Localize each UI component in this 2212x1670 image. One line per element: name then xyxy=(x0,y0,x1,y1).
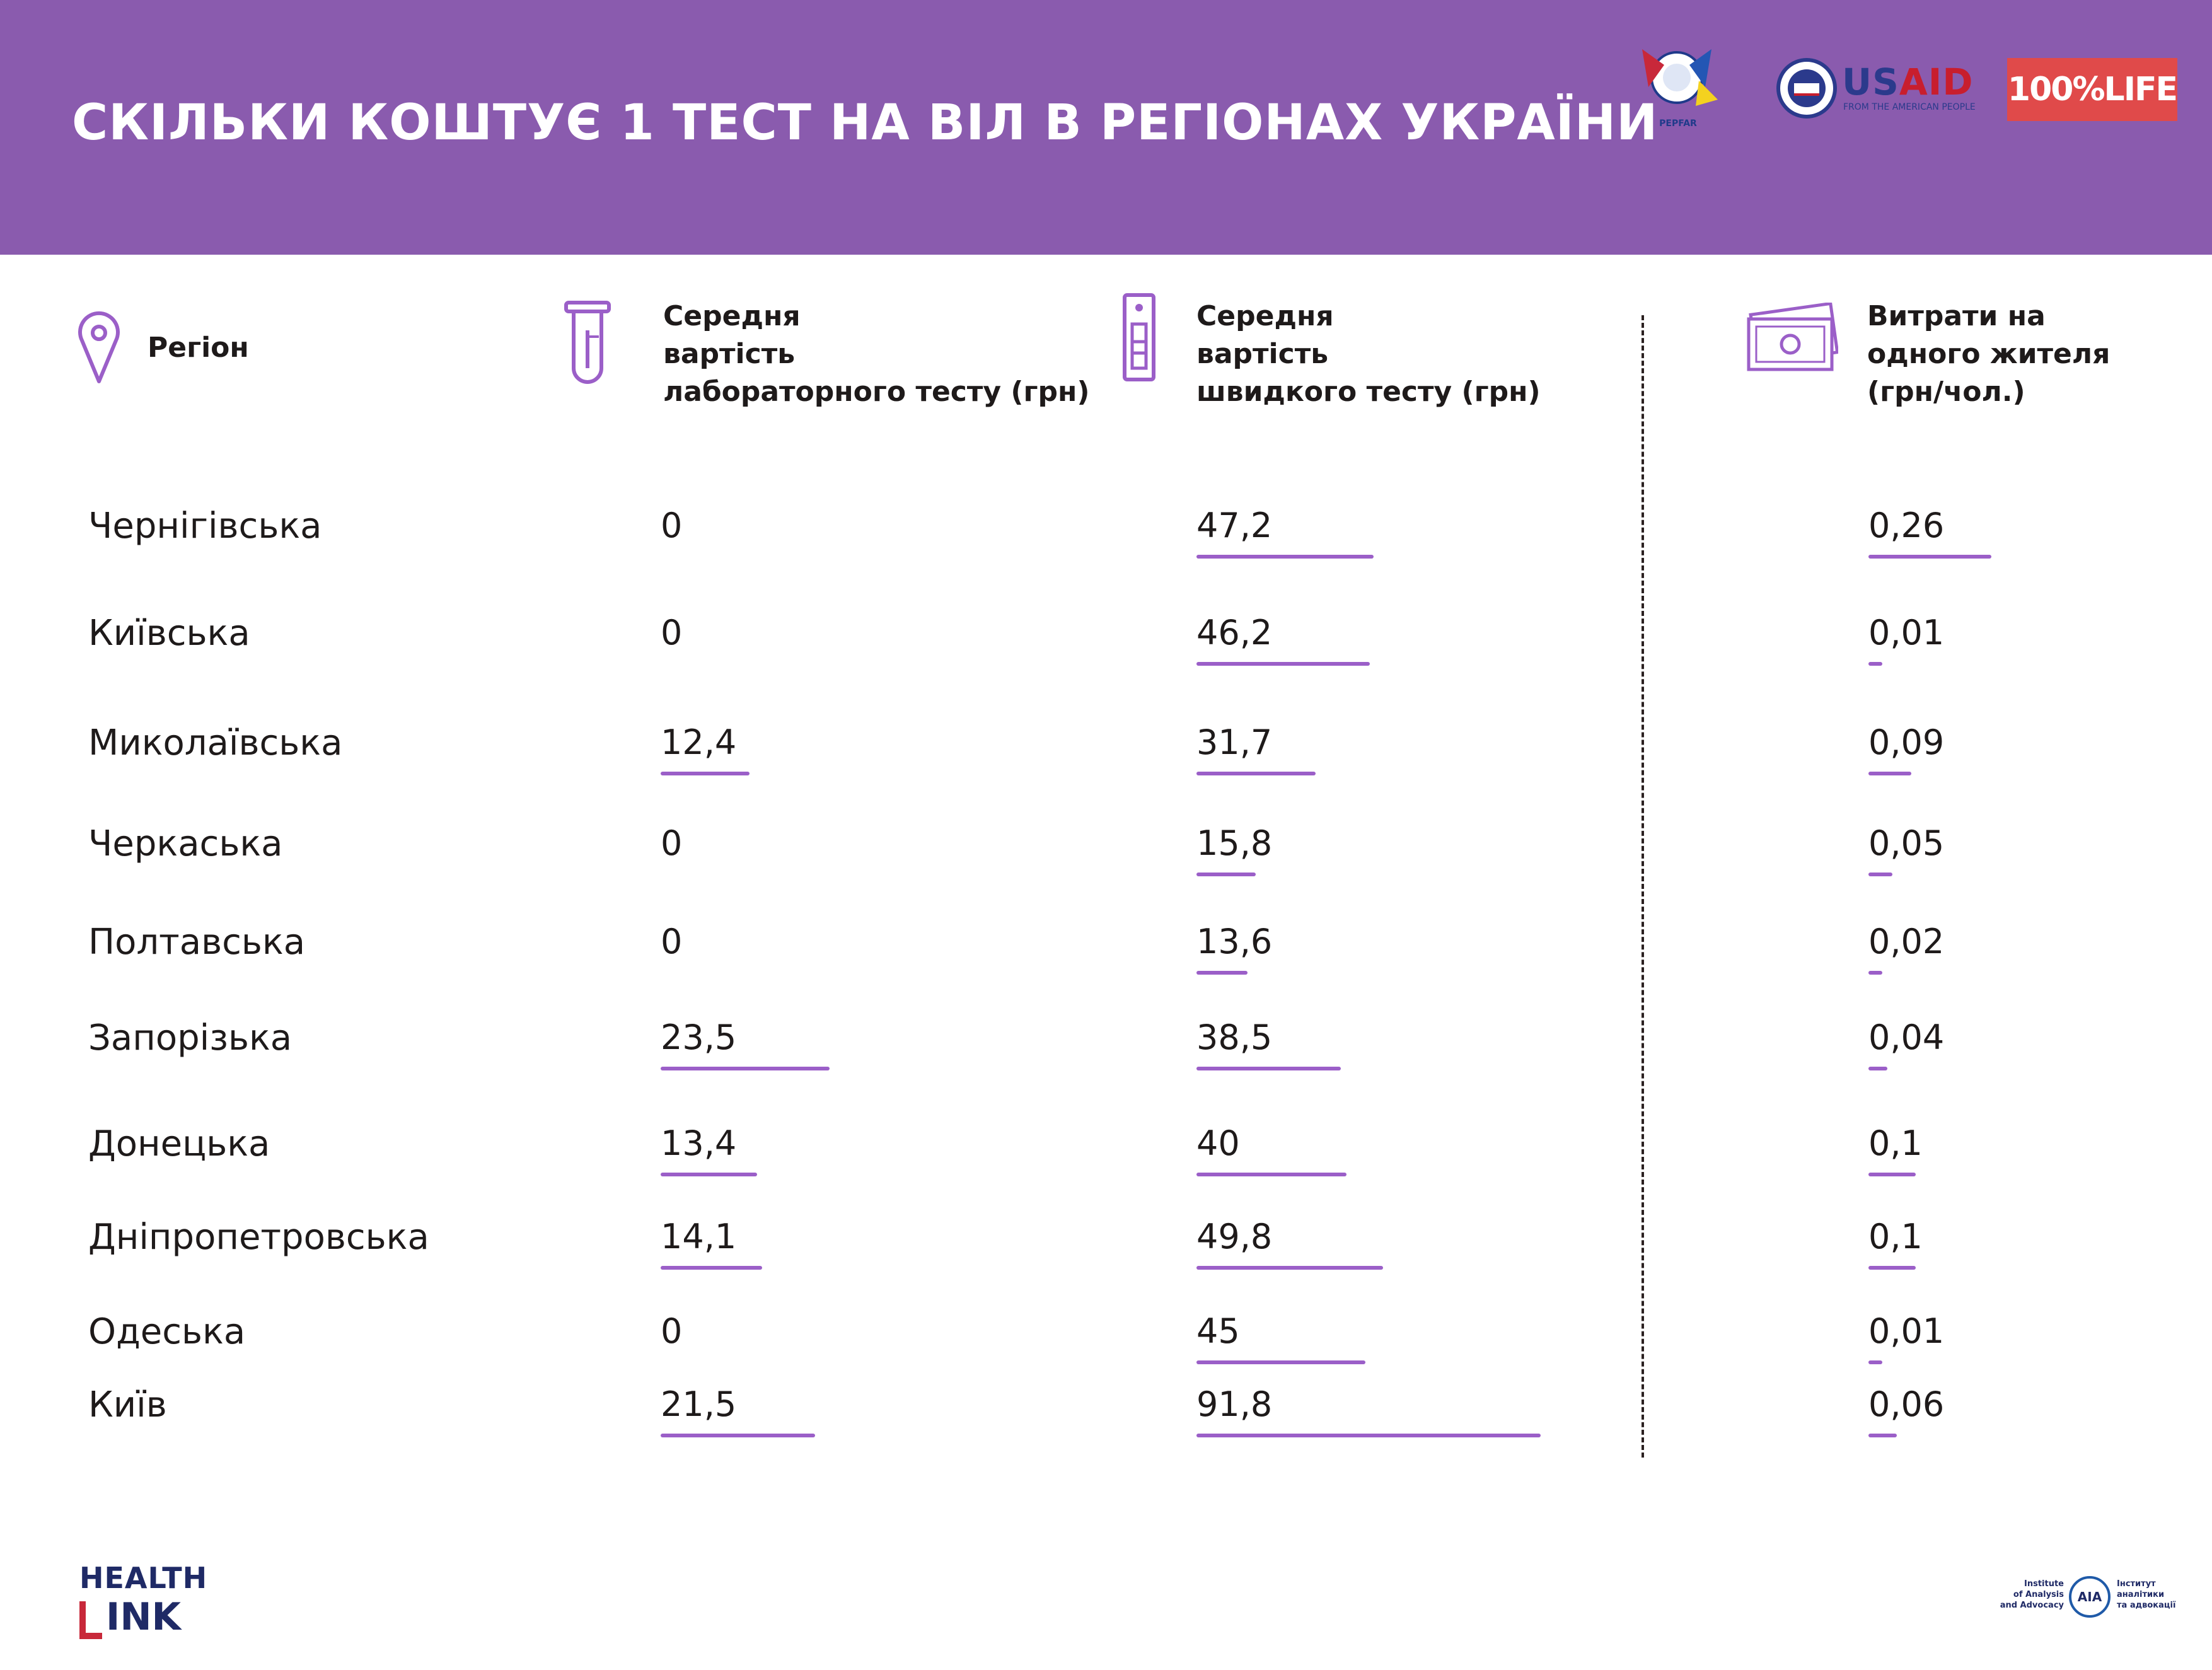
per-capita-value: 0,01 xyxy=(1868,613,1945,652)
lab-test-value: 12,4 xyxy=(661,722,737,762)
region-label: Миколаївська xyxy=(88,722,343,763)
rapid-test-value: 45 xyxy=(1196,1311,1240,1351)
lab-test-value: 0 xyxy=(661,823,683,863)
rapid-test-column-header: Середня вартість швидкого тесту (грн) xyxy=(1196,300,1541,408)
per-capita-value: 0,1 xyxy=(1868,1123,1923,1163)
lab-test-bar xyxy=(661,1067,830,1070)
usaid-subtext: FROM THE AMERICAN PEOPLE xyxy=(1843,102,1976,112)
health-link-L-mark xyxy=(79,1601,102,1639)
region-label: Донецька xyxy=(88,1123,270,1164)
per-capita-value: 0,09 xyxy=(1868,722,1945,762)
per-capita-value: 0,02 xyxy=(1868,922,1945,961)
region-label: Черкаська xyxy=(88,823,283,864)
usaid-wordmark: USAID xyxy=(1842,61,1974,103)
per-capita-bar xyxy=(1868,873,1892,876)
lab-test-value: 0 xyxy=(661,506,683,545)
region-label: Чернігівська xyxy=(88,506,322,547)
region-label: Полтавська xyxy=(88,922,306,963)
per-capita-bar xyxy=(1868,662,1882,666)
rapid-test-bar xyxy=(1196,1434,1541,1437)
test-tube-icon xyxy=(562,299,613,387)
column-divider xyxy=(1642,315,1644,1458)
rapid-test-bar xyxy=(1196,1067,1341,1070)
lab-test-bar xyxy=(661,772,750,775)
rapid-test-value: 47,2 xyxy=(1196,506,1273,545)
rapid-test-bar xyxy=(1196,1173,1346,1176)
rapid-test-bar xyxy=(1196,662,1370,666)
rapid-test-value: 91,8 xyxy=(1196,1384,1273,1424)
rapid-test-icon xyxy=(1122,293,1156,382)
lab-test-value: 0 xyxy=(661,613,683,652)
rapid-test-bar xyxy=(1196,1266,1383,1270)
rapid-test-value: 13,6 xyxy=(1196,922,1273,961)
per-capita-bar xyxy=(1868,1434,1897,1437)
region-label: Дніпропетровська xyxy=(88,1217,429,1258)
lab-test-value: 23,5 xyxy=(661,1018,737,1057)
page-title: СКІЛЬКИ КОШТУЄ 1 ТЕСТ НА ВІЛ В РЕГІОНАХ УКРАЇНИ xyxy=(72,95,1659,151)
per-capita-bar xyxy=(1868,971,1882,975)
lab-test-value: 0 xyxy=(661,1311,683,1351)
lab-test-value: 0 xyxy=(661,922,683,961)
health-link-logo: HEALTH INK xyxy=(79,1561,208,1639)
rapid-test-bar xyxy=(1196,555,1374,559)
iaa-logo: Institute of Analysis and Advocacy AIA Інститут аналітики та адвокації xyxy=(1986,1576,2181,1620)
per-capita-value: 0,05 xyxy=(1868,823,1945,863)
rapid-test-value: 46,2 xyxy=(1196,613,1273,652)
rapid-test-bar xyxy=(1196,971,1248,975)
lab-test-bar xyxy=(661,1173,757,1176)
rapid-test-bar xyxy=(1196,873,1256,876)
location-pin-icon xyxy=(77,309,121,385)
per-capita-value: 0,1 xyxy=(1868,1217,1923,1256)
region-label: Запорізька xyxy=(88,1018,292,1058)
lab-test-bar xyxy=(661,1434,815,1437)
per-capita-bar xyxy=(1868,1360,1882,1364)
rapid-test-bar xyxy=(1196,772,1316,775)
pepfar-logo xyxy=(1630,37,1724,131)
per-capita-bar xyxy=(1868,772,1911,775)
per-capita-value: 0,04 xyxy=(1868,1018,1945,1057)
usaid-seal-icon xyxy=(1776,58,1837,119)
rapid-test-value: 15,8 xyxy=(1196,823,1273,863)
per-capita-bar xyxy=(1868,555,1991,559)
per-capita-value: 0,06 xyxy=(1868,1384,1945,1424)
lab-test-bar xyxy=(661,1266,762,1270)
region-label: Одеська xyxy=(88,1311,246,1352)
region-column-header: Регіон xyxy=(148,332,249,364)
region-label: Київ xyxy=(88,1384,167,1425)
per-capita-bar xyxy=(1868,1067,1887,1070)
lab-test-column-header: Середня вартість лабораторного тесту (грн) xyxy=(663,300,1090,408)
per-capita-value: 0,01 xyxy=(1868,1311,1945,1351)
rapid-test-value: 31,7 xyxy=(1196,722,1273,762)
lab-test-value: 14,1 xyxy=(661,1217,737,1256)
per-capita-bar xyxy=(1868,1173,1916,1176)
100-life-logo: 100%LIFE xyxy=(2007,58,2177,121)
header-banner xyxy=(0,0,2212,255)
region-label: Київська xyxy=(88,613,250,654)
rapid-test-value: 49,8 xyxy=(1196,1217,1273,1256)
rapid-test-value: 40 xyxy=(1196,1123,1240,1163)
per-capita-value: 0,26 xyxy=(1868,506,1945,545)
rapid-test-bar xyxy=(1196,1360,1365,1364)
per-capita-bar xyxy=(1868,1266,1916,1270)
lab-test-value: 21,5 xyxy=(661,1384,737,1424)
pepfar-text: PEPFAR xyxy=(1659,119,1697,129)
rapid-test-value: 38,5 xyxy=(1196,1018,1273,1057)
money-icon xyxy=(1746,303,1838,377)
per-capita-column-header: Витрати на одного жителя (грн/чол.) xyxy=(1867,300,2111,408)
lab-test-value: 13,4 xyxy=(661,1123,737,1163)
